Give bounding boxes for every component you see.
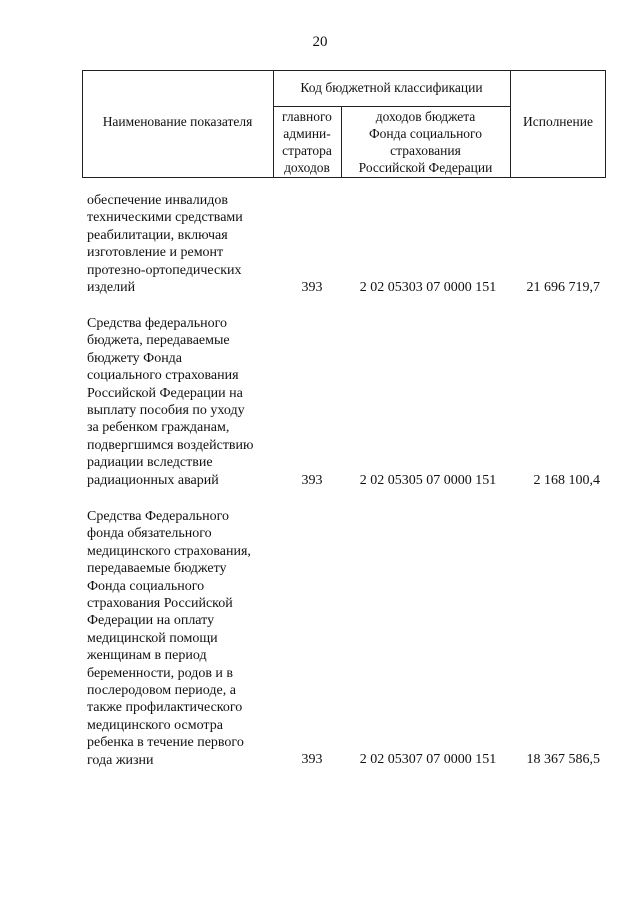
row-amount: 21 696 719,7 [526,280,600,295]
row-name-line: беременности, родов и в [87,665,234,681]
row-name-line: радиационных аварий [87,472,219,488]
page-number: 20 [312,34,328,50]
row-name-line: за ребенком гражданам, [87,420,230,436]
header-income-line: Российской Федерации [358,160,493,175]
row-income-code: 2 02 05303 07 0000 151 [359,280,497,295]
row-name-line: подвергшимся воздействию [87,437,254,453]
header-indicator-name: Наименование показателя [102,114,253,129]
row-admin-code: 393 [301,473,323,488]
header-admin-line: главного [282,109,332,124]
row-name-line: Российской Федерации на [87,385,243,401]
row-name-line: изделий [87,280,136,296]
header-admin-line: доходов [284,160,330,175]
row-name-line: бюджета, передаваемые [87,333,230,349]
row-name-line: выплату пособия по уходу [87,403,245,419]
row-name-line: медицинского страхования, [87,543,251,559]
row-amount: 2 168 100,4 [533,473,600,488]
header-divider-code [273,106,510,107]
header-income [341,108,510,176]
header-income-line: страхования [390,143,461,158]
header-budget-code: Код бюджетной классификации [300,80,483,95]
table-row [0,192,640,302]
row-name-line: также профилактического [87,700,243,716]
row-name-line: социального страхования [87,368,239,384]
header-border-top [82,70,606,71]
row-name-line: года жизни [87,752,154,768]
row-name-line: Средства федерального [87,316,227,331]
row-name-line: передаваемые бюджету [87,561,227,577]
row-income-code: 2 02 05307 07 0000 151 [359,752,497,767]
row-name-line: женщинам в период [87,648,207,664]
header-border-bottom [82,177,606,178]
row-name-line: медицинского осмотра [87,717,223,733]
table-row [0,508,640,778]
row-name-line: медицинской помощи [87,630,218,646]
row-name [87,192,277,296]
header-income-line: Фонда социального [369,126,482,141]
row-admin-code: 393 [301,752,323,767]
row-name-line: послеродовом периоде, а [87,683,236,699]
row-name-line: Средства Федерального [87,509,229,524]
row-name-line: изготовление и ремонт [87,245,224,261]
row-amount: 18 367 586,5 [526,752,600,767]
row-name-line: страхования Российской [87,596,233,612]
row-name-line: обеспечение инвалидов [87,193,228,208]
header-admin [273,108,341,176]
table-header [82,70,606,178]
header-admin-line: стратора [282,143,332,158]
row-name-line: реабилитации, включая [87,227,228,243]
row-income-code: 2 02 05305 07 0000 151 [359,473,497,488]
row-name-line: бюджету Фонда [87,350,183,366]
row-name-line: Федерации на оплату [87,613,215,629]
row-name [87,315,277,489]
row-name-line: ребенка в течение первого [87,735,244,751]
header-execution: Исполнение [523,114,593,129]
row-name-line: техническими средствами [87,210,243,226]
row-admin-code: 393 [301,280,323,295]
header-income-line: доходов бюджета [375,109,476,124]
row-name-line: радиации вследствие [87,455,213,471]
row-name-line: Фонда социального [87,578,205,594]
row-name-line: фонда обязательного [87,526,212,542]
header-admin-line: админи- [283,126,331,141]
row-name [87,508,277,769]
row-name-line: протезно-ортопедических [87,262,242,278]
table-row [0,315,640,495]
